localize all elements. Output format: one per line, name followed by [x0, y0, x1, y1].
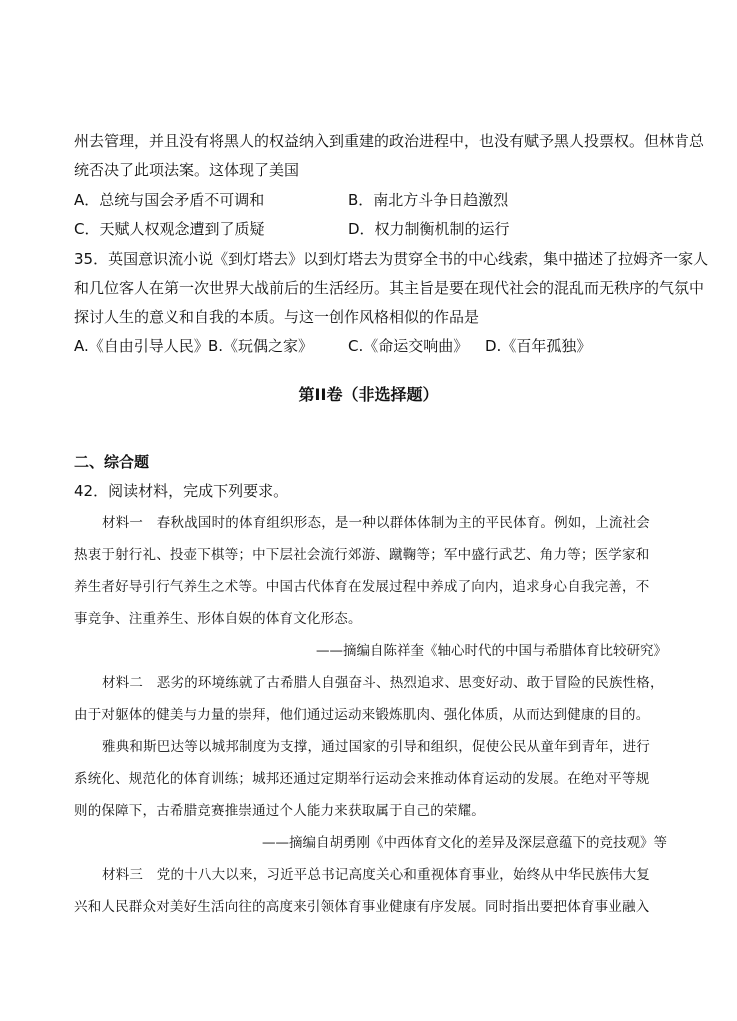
material2b-line-1: 雅典和斯巴达等以城邦制度为支撑，通过国家的引导和组织，促使公民从童年到青年，进行 [102, 739, 650, 755]
material1-line-2: 热衷于射行礼、投壶下棋等；中下层社会流行郊游、蹴鞠等；军中盛行武艺、角力等；医学家和 [74, 547, 650, 563]
material2b-line-3: 则的保障下，古希腊竞赛推崇通过个人能力来获取属于自己的荣耀。 [74, 803, 485, 819]
q35-option-d: D.《百年孤独》 [485, 337, 592, 355]
material2b-line-2: 系统化、规范化的体育训练；城邦还通过定期举行运动会来推动体育运动的发展。在绝对平等规 [74, 771, 650, 787]
material1-line-1: 材料一 春秋战国时的体育组织形态，是一种以群体体制为主的平民体育。例如，上流社会 [102, 515, 650, 531]
material1-line-3: 养生者好导引行气养生之术等。中国古代体育在发展过程中养成了向内，追求身心自我完善，不 [74, 579, 650, 595]
q34-option-a: A．总统与国会矛盾不可调和 [74, 191, 265, 209]
material2-source: ——摘编自胡勇刚《中西体育文化的差异及深层意蕴下的竞技观》等 [262, 835, 667, 851]
section-heading: 二、综合题 [74, 453, 150, 471]
q35-option-c: C.《命运交响曲》 [348, 337, 469, 355]
q35-option-a: A.《自由引导人民》 [74, 337, 209, 355]
material3-line-2: 兴和人民群众对美好生活向往的高度来引领体育事业健康有序发展。同时指出要把体育事业融入 [74, 899, 650, 915]
material1-source: ——摘编自陈祥奎《轴心时代的中国与希腊体育比较研究》 [316, 643, 667, 659]
q35-stem-line-2: 和几位客人在第一次世界大战前后的生活经历。其主旨是要在现代社会的混乱而无秩序的气氛中 [74, 279, 705, 297]
q35-stem-line-3: 探讨人生的意义和自我的本质。与这一创作风格相似的作品是 [74, 308, 480, 326]
q34-option-c: C．天赋人权观念遭到了质疑 [74, 220, 265, 238]
material2-line-1: 材料二 恶劣的环境练就了古希腊人自强奋斗、热烈追求、思变好动、敢于冒险的民族性格， [102, 675, 664, 691]
q35-option-b: B.《玩偶之家》 [208, 337, 314, 355]
material3-line-1: 材料三 党的十八大以来，习近平总书记高度关心和重视体育事业，始终从中华民族伟大复 [102, 867, 650, 883]
q35-stem-line-1: 35．英国意识流小说《到灯塔去》以到灯塔去为贯穿全书的中心线索，集中描述了拉姆齐一家人 [74, 250, 709, 268]
part-title: 第II卷（非选择题） [298, 385, 439, 404]
q42-stem: 42．阅读材料，完成下列要求。 [74, 482, 289, 500]
q34-stem-line-2: 统否决了此项法案。这体现了美国 [74, 161, 300, 179]
material1-line-4: 事竞争、注重养生、形体自娱的体育文化形态。 [74, 611, 362, 627]
q34-option-b: B．南北方斗争日趋激烈 [348, 191, 509, 209]
material2-line-2: 由于对躯体的健美与力量的崇拜，他们通过运动来锻炼肌肉、强化体质，从而达到健康的目的。 [74, 707, 650, 723]
q34-stem-line-1: 州去管理，并且没有将黑人的权益纳入到重建的政治进程中，也没有赋予黑人投票权。但林肯总 [74, 132, 705, 150]
q34-option-d: D．权力制衡机制的运行 [348, 220, 510, 238]
